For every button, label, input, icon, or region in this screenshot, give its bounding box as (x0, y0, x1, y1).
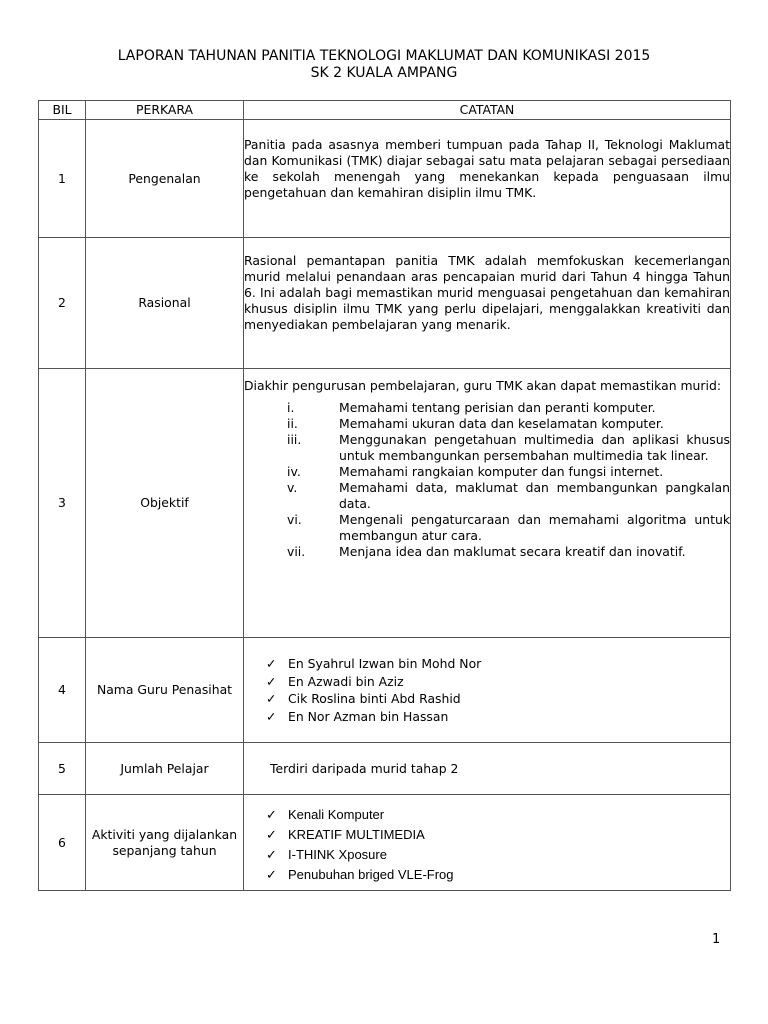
item-number: iv. (287, 464, 301, 479)
item-text: Menjana idea dan maklumat secara kreatif dan inovatif. (339, 544, 686, 559)
item-number: vi. (287, 512, 302, 527)
list-item (244, 512, 730, 544)
page-number: 1 (712, 932, 721, 947)
list-item (244, 655, 730, 673)
item-text: Memahami rangkaian komputer dan fungsi internet. (339, 464, 664, 479)
item-text: Memahami tentang perisian dan peranti komputer. (339, 400, 656, 415)
check-icon: ✓ (266, 806, 277, 822)
item-text: Mengenali pengaturcaraan dan memahami algoritma untuk membangun atur cara. (339, 512, 730, 543)
item-text: Menggunakan pengetahuan multimedia dan aplikasi khusus untuk membangunkan persembahan multimedia tak linear. (339, 432, 730, 463)
table-row (39, 369, 731, 638)
row-perkara: Objektif (86, 369, 244, 638)
item-text: Cik Roslina binti Abd Rashid (288, 691, 461, 706)
report-title: LAPORAN TAHUNAN PANITIA TEKNOLOGI MAKLUMAT DAN KOMUNIKASI 2015 (117, 48, 651, 64)
list-item (244, 805, 730, 825)
item-text: Memahami ukuran data dan keselamatan komputer. (339, 416, 664, 431)
table-row (39, 120, 731, 238)
row-perkara: Rasional (86, 238, 244, 369)
objective-intro: Diakhir pengurusan pembelajaran, guru TMK akan dapat memastikan murid: (244, 378, 721, 393)
table-row (39, 238, 731, 369)
table-row (39, 795, 731, 891)
table-row (39, 638, 731, 743)
table-row (39, 743, 731, 795)
check-icon: ✓ (266, 656, 277, 671)
list-item (244, 865, 730, 885)
item-number: i. (287, 400, 295, 415)
row-catatan (244, 120, 731, 238)
item-text: Penubuhan briged VLE-Frog (288, 866, 454, 882)
check-icon: ✓ (266, 866, 277, 882)
check-icon: ✓ (266, 673, 277, 689)
row-number: 5 (39, 743, 86, 795)
list-item (244, 690, 730, 708)
row-perkara: Jumlah Pelajar (86, 743, 244, 795)
list-item (244, 464, 730, 480)
list-item (244, 480, 730, 512)
objective-list (244, 400, 730, 560)
row-number: 4 (39, 638, 86, 743)
row-number: 1 (39, 120, 86, 238)
list-item (244, 544, 730, 560)
row-perkara: Aktiviti yang dijalankan sepanjang tahun (86, 795, 244, 891)
check-icon: ✓ (266, 708, 277, 724)
item-text: En Nor Azman bin Hassan (288, 708, 449, 724)
list-item (244, 400, 730, 416)
report-table (38, 100, 731, 891)
item-text: Memahami data, maklumat dan membangunkan pangkalan data. (339, 480, 730, 511)
row-number: 6 (39, 795, 86, 891)
check-icon: ✓ (266, 846, 277, 862)
check-icon: ✓ (266, 826, 277, 842)
item-text: I-THINK Xposure (288, 846, 387, 862)
table-header-row (39, 101, 731, 120)
list-item (244, 673, 730, 691)
row-number: 2 (39, 238, 86, 369)
list-item (244, 416, 730, 432)
row-catatan (244, 638, 731, 743)
check-icon: ✓ (266, 691, 277, 706)
header-perkara: PERKARA (86, 101, 244, 120)
catatan-text: Terdiri daripada murid tahap 2 (270, 760, 459, 776)
row-number: 3 (39, 369, 86, 638)
row-perkara: Pengenalan (86, 120, 244, 238)
activity-list (244, 805, 730, 885)
header-catatan: CATATAN (244, 101, 731, 120)
row-catatan (244, 238, 731, 369)
item-number: iii. (287, 432, 302, 447)
row-catatan (244, 795, 731, 891)
item-text: Kenali Komputer (288, 806, 385, 822)
item-number: v. (287, 480, 298, 495)
item-number: ii. (287, 416, 298, 431)
list-item (244, 845, 730, 865)
catatan-text: Panitia pada asasnya memberi tumpuan pada Tahap II, Teknologi Maklumat dan Komunikasi (TMK) diajar sebagai satu mata pelajaran sebagai persediaan ke sekolah menengah yang menekankan kepada penguasaan ilmu pengetahuan dan kemahiran disiplin ilmu TMK. (244, 137, 730, 200)
item-number: vii. (287, 544, 306, 559)
item-text: KREATIF MULTIMEDIA (288, 826, 425, 842)
teacher-list (244, 655, 730, 725)
school-name: SK 2 KUALA AMPANG (310, 65, 458, 81)
header-bil: BIL (39, 101, 86, 120)
row-perkara: Nama Guru Penasihat (86, 638, 244, 743)
item-text: En Azwadi bin Aziz (288, 673, 404, 689)
list-item (244, 708, 730, 726)
row-catatan (244, 743, 731, 795)
list-item (244, 825, 730, 845)
list-item (244, 432, 730, 464)
row-catatan (244, 369, 731, 638)
item-text: En Syahrul Izwan bin Mohd Nor (288, 656, 482, 671)
catatan-text: Rasional pemantapan panitia TMK adalah memfokuskan kecemerlangan murid melalui penandaan aras pencapaian murid dari Tahun 4 hingga Tahun 6. Ini adalah bagi memastikan murid menguasai pengetahuan dan kemahiran khusus disiplin ilmu TMK yang perlu dipelajari, menggalakkan kreativiti dan menyediakan pembelajaran yang menarik. (244, 253, 730, 332)
